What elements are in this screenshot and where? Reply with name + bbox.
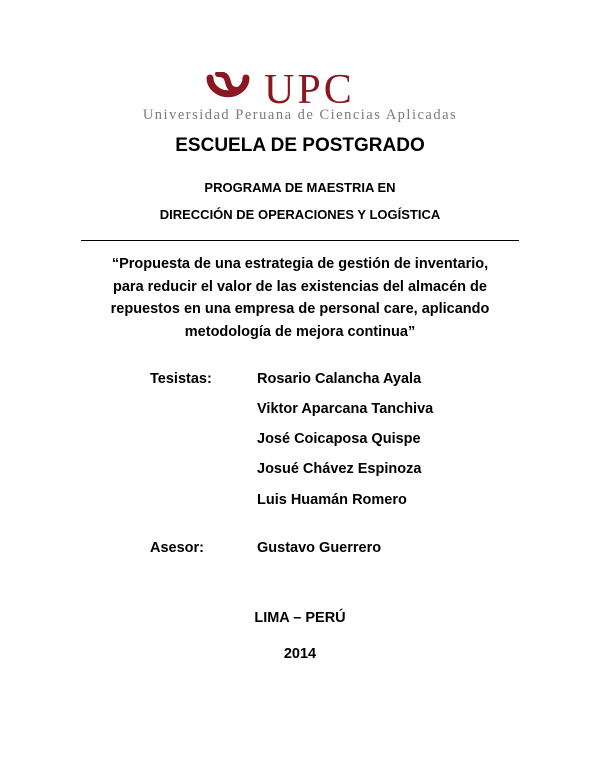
school-heading: ESCUELA DE POSTGRADO — [175, 135, 425, 156]
author-name: José Coicaposa Quispe — [257, 431, 421, 447]
authors-label: Tesistas: — [150, 371, 212, 387]
program-line-1: PROGRAMA DE MAESTRIA EN — [204, 180, 396, 195]
thesis-title — [80, 253, 520, 343]
thesis-title-line: “Propuesta de una estrategia de gestión de inventario, — [111, 256, 489, 272]
thesis-title-line: para reducir el valor de las existencias del almacén de — [113, 278, 487, 295]
author-name: Josué Chávez Espinoza — [257, 461, 422, 477]
advisor-name: Gustavo Guerrero — [257, 540, 382, 556]
year: 2014 — [283, 646, 317, 662]
divider-line — [81, 240, 519, 241]
thesis-title-line: metodología de mejora continua” — [184, 323, 416, 340]
thesis-title-line: repuestos en una empresa de personal care, aplicando — [110, 301, 490, 317]
author-name: Viktor Aparcana Tanchiva — [257, 401, 434, 417]
program-line-2: DIRECCIÓN DE OPERACIONES Y LOGÍSTICA — [159, 207, 441, 222]
logo-wordmark: UPC — [264, 67, 355, 113]
author-name: Luis Huamán Romero — [257, 492, 407, 508]
university-logo — [0, 68, 600, 128]
author-name: Rosario Calancha Ayala — [257, 371, 422, 387]
university-name: Universidad Peruana de Ciencias Aplicadas — [142, 107, 458, 123]
advisor-label: Asesor: — [150, 540, 204, 556]
city-country: LIMA – PERÚ — [254, 610, 346, 626]
